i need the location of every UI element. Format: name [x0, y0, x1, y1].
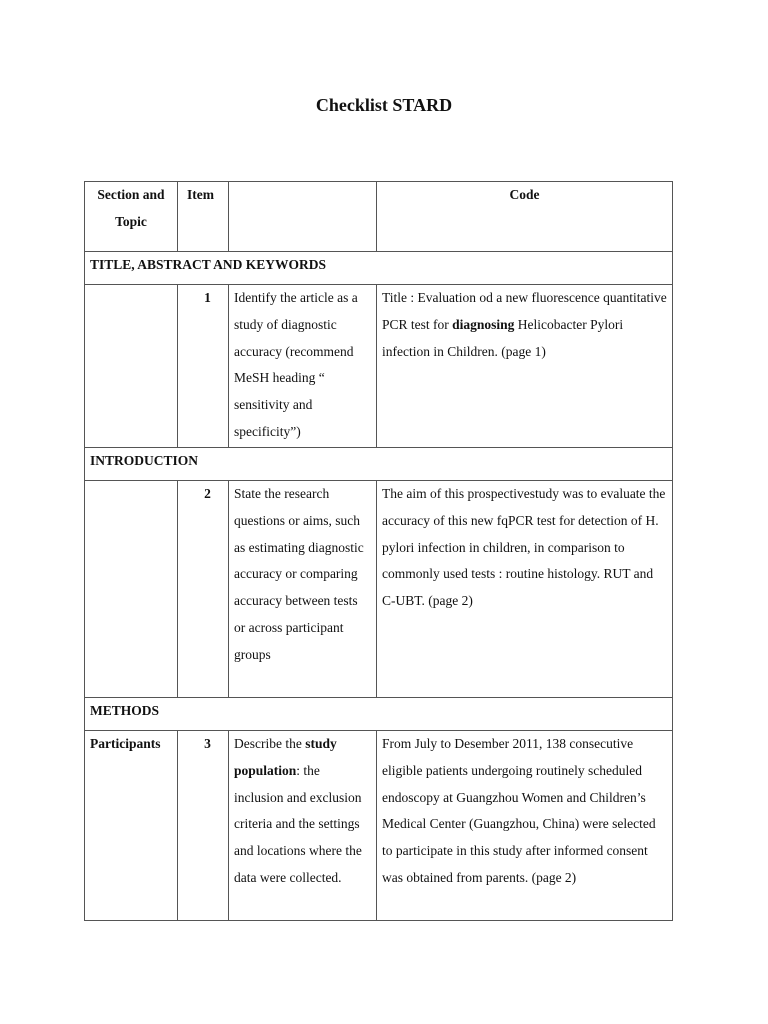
row-description: State the research questions or aims, such as estimating diagnostic accuracy or comparing accuracy between tests or across participant groups — [229, 481, 377, 698]
description-text: Describe the — [234, 736, 306, 751]
section-heading-methods: METHODS — [85, 698, 673, 731]
page-title: Checklist STARD — [315, 95, 453, 115]
description-text: : the inclusion and exclusion criteria and the settings and locations where the data were collected. — [234, 762, 362, 885]
description-text-bold: study population — [234, 736, 337, 778]
row-item-number: 2 — [178, 481, 229, 698]
section-heading-row — [85, 448, 673, 481]
row-code: The aim of this prospectivestudy was to evaluate the accuracy of this new fqPCR test for detection of H. pylori infection in children, in comparison to commonly used tests : routine histology. RUT and C-UBT. (page 2) — [377, 481, 673, 698]
code-text-bold: diagnosing — [452, 316, 515, 332]
header-code: Code — [377, 182, 673, 252]
table-row — [85, 481, 673, 698]
table-header-row — [85, 182, 673, 252]
code-text: Helicobacter Pylori infection in Children. (page 1) — [382, 316, 624, 359]
code-text: Title : Evaluation od a new fluorescence quantitative PCR test for — [382, 290, 667, 332]
row-description: Identify the article as a study of diagnostic accuracy (recommend MeSH heading “ sensitivity and specificity”) — [229, 285, 377, 448]
header-description — [229, 182, 377, 252]
section-heading-row — [85, 252, 673, 285]
row-item-number: 3 — [178, 731, 229, 921]
stard-checklist-table — [84, 181, 673, 921]
section-heading-row — [85, 698, 673, 731]
row-item-number: 1 — [178, 285, 229, 448]
row-topic: Participants — [85, 731, 178, 921]
row-description — [229, 731, 377, 921]
row-topic — [85, 285, 178, 448]
header-item: Item — [178, 182, 229, 252]
table-row — [85, 285, 673, 448]
section-heading-introduction: INTRODUCTION — [85, 448, 673, 481]
row-topic — [85, 481, 178, 698]
row-code: From July to Desember 2011, 138 consecutive eligible patients undergoing routinely scheduled endoscopy at Guangzhou Women and Children’s Medical Center (Guangzhou, China) were selected to participate in this study after informed consent was obtained from parents. (page 2) — [377, 731, 673, 921]
section-heading-title-abstract: TITLE, ABSTRACT AND KEYWORDS — [85, 252, 673, 285]
header-section-topic: Section and Topic — [85, 182, 178, 252]
row-code — [377, 285, 673, 448]
table-row — [85, 731, 673, 921]
